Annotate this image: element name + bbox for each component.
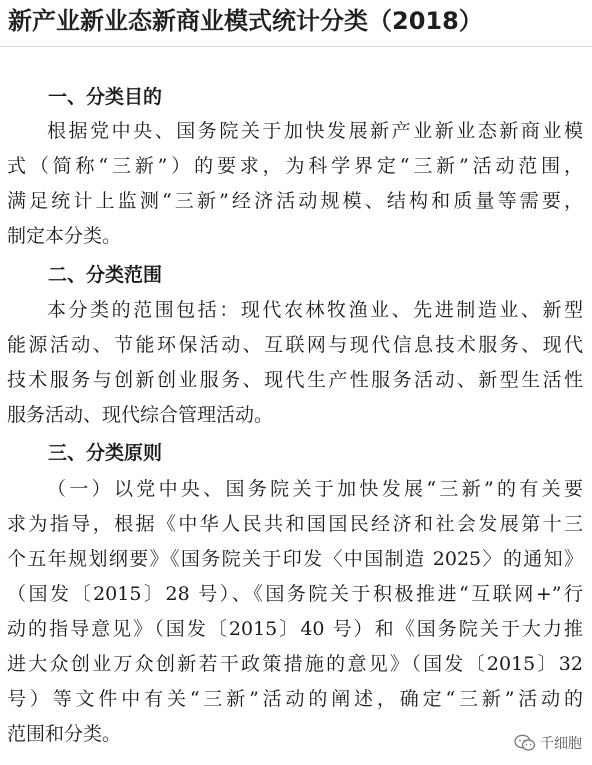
paragraph-line: 式（简称“三新”）的要求，为科学界定“三新”活动范围， (7, 155, 583, 177)
paragraph-line: 进大众创业万众创新若干政策措施的意见》（国发〔2015〕32 (7, 653, 583, 675)
watermark (514, 733, 582, 753)
paragraph-line: 范围和分类。 (7, 723, 122, 745)
section-heading-scope: 二、分类范围 (48, 264, 163, 286)
paragraph-line: 动的指导意见》（国发〔2015〕40 号）和《国务院关于大力推 (7, 618, 583, 640)
paragraph-line: 服务活动、现代综合管理活动。 (7, 404, 274, 426)
section-body-purpose (7, 114, 583, 254)
paragraph-line: 满足统计上监测“三新”经济活动规模、结构和质量等需要， (7, 190, 583, 212)
section-heading-principles: 三、分类原则 (48, 442, 163, 464)
paragraph-line: 号）等文件中有关“三新”活动的阐述，确定“三新”活动的 (7, 688, 583, 710)
paragraph-line: 求为指导，根据《中华人民共和国国民经济和社会发展第十三 (7, 513, 583, 535)
paragraph-line: 本分类的范围包括：现代农林牧渔业、先进制造业、新型 (47, 299, 583, 321)
title-divider (0, 46, 592, 47)
section-heading-purpose: 一、分类目的 (48, 86, 163, 108)
paragraph-line: 能源活动、节能环保活动、互联网与现代信息技术服务、现代 (7, 334, 583, 356)
section-body-principles (7, 472, 583, 752)
section-body-scope (7, 293, 583, 433)
paragraph-line: 根据党中央、国务院关于加快发展新产业新业态新商业模 (47, 120, 583, 142)
watermark-text: 千细胞 (540, 736, 582, 752)
paragraph-line: 个五年规划纲要》《国务院关于印发〈中国制造 2025〉的通知》 (7, 548, 583, 570)
wechat-icon (514, 734, 536, 752)
document-title: 新产业新业态新商业模式统计分类（2018） (8, 7, 483, 35)
paragraph-line: 制定本分类。 (7, 225, 122, 247)
paragraph-line: 技术服务与创新创业服务、现代生产性服务活动、新型生活性 (7, 369, 583, 391)
paragraph-line: （国发〔2015〕28 号）、《国务院关于积极推进“互联网+”行 (7, 583, 583, 605)
paragraph-line: （一）以党中央、国务院关于加快发展“三新”的有关要 (47, 478, 583, 500)
